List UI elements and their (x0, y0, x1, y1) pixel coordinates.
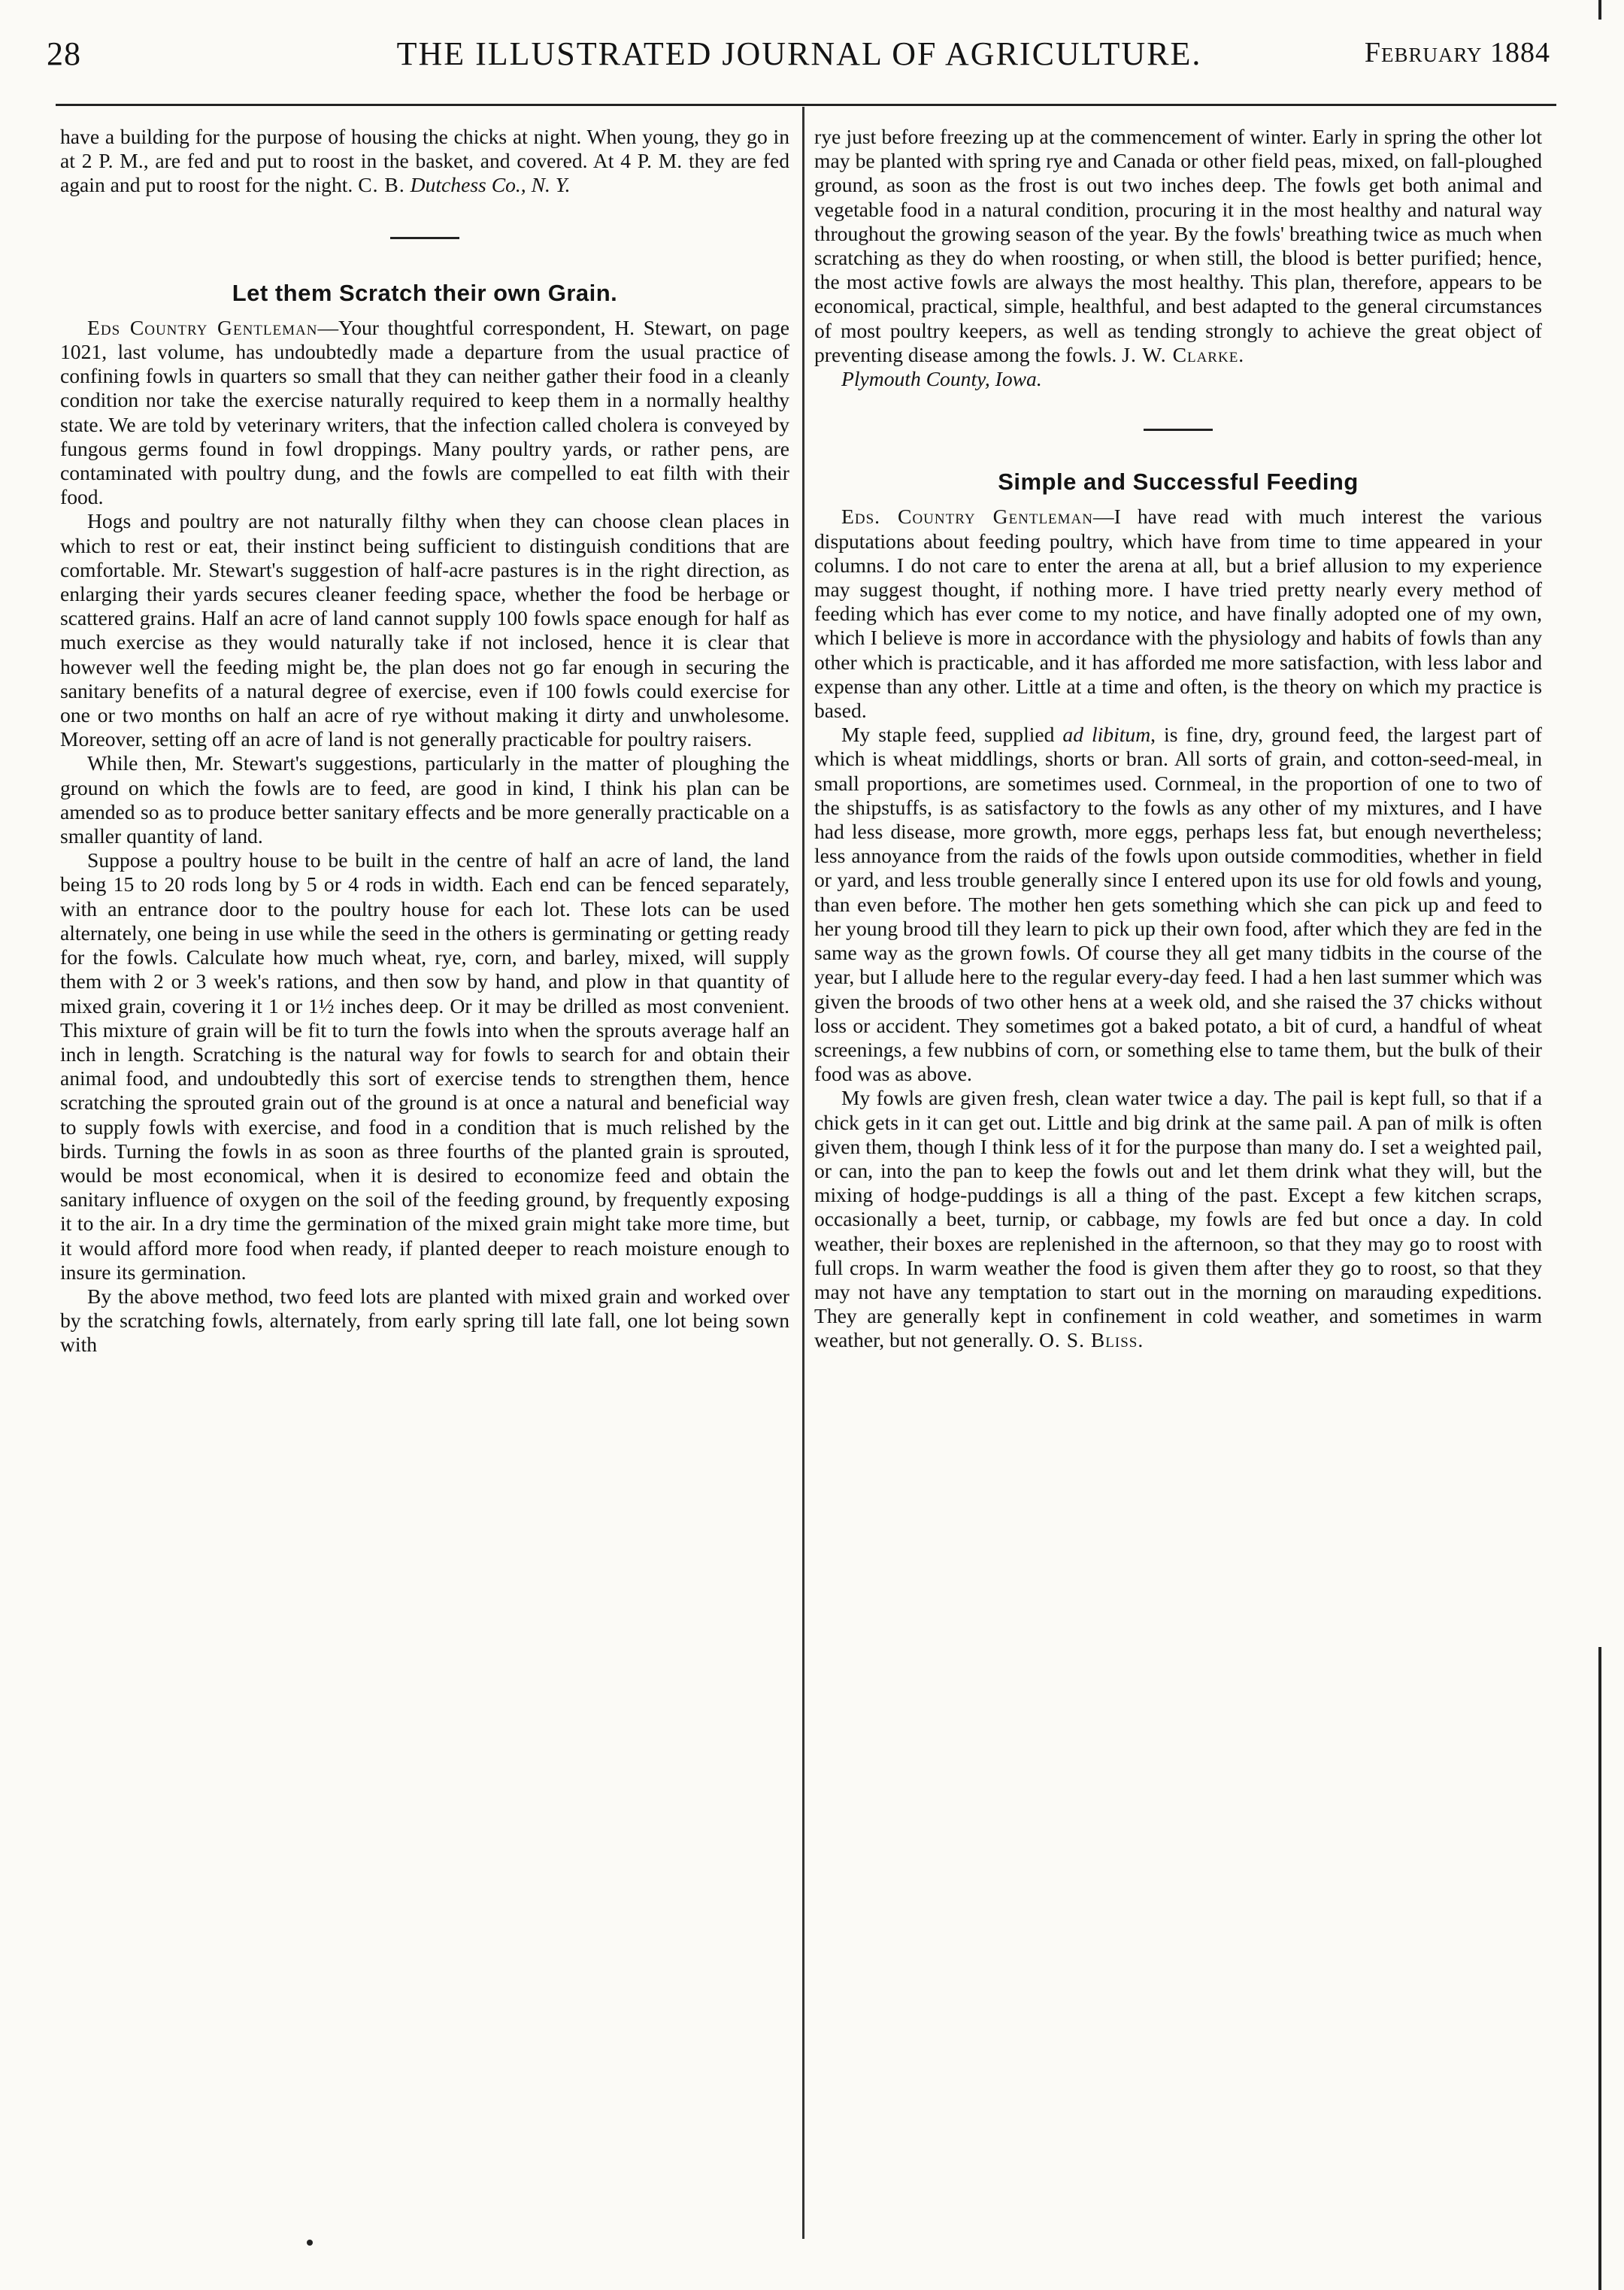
article-paragraph (814, 723, 1542, 1086)
addressee: Eds Country Gentleman (87, 315, 318, 339)
running-header (44, 30, 1555, 89)
paragraph-text: My fowls are given fresh, clean water twice a day. The pail is kept full, so that if a chick gets in it can get out. Little and big drink at the same pail. A pan of milk is often given them, though I think less of it for the purpose than many do. I set a weighted pail, or can, into the pan to keep the fowls out and let them drink what they will, but the mixing of hodge-puddings is all a thing of the past. Except a few kitchen scraps, occasionally a beet, turnip, or cabbage, my fowls are fed but once a day. In cold weather, their boxes are replenished in the afternoon, so that they may go to roost with full crops. In warm weather the food is given them after they go to roost, so that they may not have any temptation to start out in the morning on marauding expeditions. They are generally kept in confinement in cold weather, and sometimes in warm weather, but not generally. (814, 1086, 1542, 1352)
edge-mark (1598, 1647, 1601, 2290)
dateline-place: Plymouth County, Iowa. (841, 367, 1042, 391)
article-paragraph (814, 505, 1542, 723)
paragraph-text: , is fine, dry, ground feed, the largest part of which is wheat middlings, shorts or bran. All sorts of grain, and cotton-seed-meal, in small proportions, are sometimes used. Cornmeal, in the proportion of one to two of the shipstuffs, is as satisfactory to the fowls as any other of my mixtures, and I have had less disease, more growth, more eggs, perhaps less fat, but enough nevertheless; less annoyance from the raids of the fowls upon outside commodities, whether in field or yard, and less trouble generally since I entered upon its use for old fowls and young, than even before. The mother hen gets something which she can pick up and feed to her young brood till they learn to pick up their own food, after which they are fed in the same way as the grown fowls. Of course they all get many tidbits in the course of the year, but I allude here to the regular every-day feed. I had a hen last summer which was given the broods of two other hens at a week old, and she raised the 37 chicks without loss or accident. They sometimes got a baked potato, a bit of curd, a handful of wheat screenings, a few nubbins of corn, or something else to tame them, but the bulk of their food was as above. (814, 723, 1542, 1086)
article-paragraph (814, 125, 1542, 367)
page-dot (307, 2240, 313, 2246)
paragraph-text: My staple feed, supplied (841, 723, 1063, 747)
dateline (814, 367, 1542, 391)
paragraph-text: have a building for the purpose of housing the chicks at night. When young, they go in at 2 P. M., are fed and put to roost in the basket, and covered. At 4 P. M. they are fed again and put to roost for the night. (60, 125, 789, 197)
column-divider (802, 107, 804, 2239)
signature: O. S. Bliss. (1039, 1328, 1144, 1352)
article-paragraph: Suppose a poultry house to be built in the centre of half an acre of land, the land being 15 to 20 rods long by 5 or 4 rods in width. Each end can be fenced separately, with an entrance door to the poultry house for each lot. These lots can be used alternately, one being in use while the seed in the others is germinating or getting ready for the fowls. Calculate how much wheat, rye, corn, and barley, mixed, will supply them with 2 or 3 week's rations, and then sow by hand, and plow in that quantity of mixed grain, covering it 1 or 1½ inches deep. Or it may be drilled as most convenient. This mixture of grain will be fit to turn the fowls into when the sprouts average half an inch in length. Scratching is the natural way for fowls to search for and obtain their animal food, and undoubtedly this sort of exercise tends to strengthen them, hence scratching the sprouted grain out of the ground is at once a natural and beneficial way to supply fowls with exercise, and food in a condition that is much relished by the birds. Turning the fowls in as soon as three fourths of the planted grain is sprouted, would be most economical, when it is desired to economize feed and obtain the sanitary influence of oxygen on the soil of the feeding ground, by frequently exposing it to the air. In a dry time the germination of the mixed grain might take more time, but it would afford more food when ready, if planted deeper to reach moisture enough to insure its germination. (60, 848, 789, 1284)
journal-title: THE ILLUSTRATED JOURNAL OF AGRICULTURE. (396, 35, 1202, 72)
article-paragraph: By the above method, two feed lots are planted with mixed grain and worked over by the scratching fowls, alternately, from early spring till late fall, one lot being sown with (60, 1284, 789, 1357)
edge-mark (1598, 0, 1601, 20)
article-paragraph (60, 316, 789, 510)
latin-phrase: ad libitum (1062, 723, 1151, 747)
issue-date: February 1884 (1364, 37, 1550, 68)
left-column (60, 125, 789, 1357)
article-paragraph (814, 1086, 1542, 1352)
paragraph-text: rye just before freezing up at the commencement of winter. Early in spring the other lot may be planted with spring rye and Canada or other field peas, mixed, on fall-ploughed ground, as soon as the frost is out two inches deep. The fowls get both animal and vegetable food in a natural condition, procuring it in the most healthy and natural way throughout the growing season of the year. By the fowls' breathing twice as much when scratching as they do when roosting, or when still, the blood is better purified; hence, the most active fowls are always the most healthy. This plan, therefore, appears to be economical, practical, simple, healthful, and best adapted to the general circumstances of most poultry keepers, as well as tending strongly to achieve the great object of preventing disease among the fowls. (814, 125, 1542, 366)
section-rule (390, 237, 459, 239)
paragraph-text: —I have read with much interest the various disputations about feeding poultry, which have from time to time appeared in your columns. I do not care to enter the arena at all, but a brief allusion to my experience may suggest thought, if nothing more. I have tried pretty nearly every method of feeding which has ever come to my notice, and have finally adopted one of my own, which I believe is more in accordance with the physiology and habits of fowls than any other which is practicable, and it has afforded me more satisfaction, with less labor and expense than any other. Little at a time and often, is the theory on which my practice is based. (814, 505, 1542, 723)
right-column (814, 125, 1542, 1353)
dateline-place: Dutchess Co., N. Y. (410, 173, 571, 197)
section-rule (1144, 429, 1213, 431)
signature: C. B. (358, 173, 405, 197)
page-number: 28 (47, 35, 81, 72)
signature: J. W. Clarke. (1122, 342, 1245, 366)
article-paragraph (60, 125, 789, 198)
article-heading: Let them Scratch their own Grain. (232, 279, 618, 306)
article-paragraph: While then, Mr. Stewart's suggestions, particularly in the matter of ploughing the ground on which the fowls are to feed, are good in kind, I think his plan can be amended so as to produce better sanitary effects and be more generally practicable on a smaller quantity of land. (60, 751, 789, 848)
article-paragraph: Hogs and poultry are not naturally filthy when they can choose clean places in which to rest or eat, their instinct being sufficient to distinguish conditions that are comfortable. Mr. Stewart's suggestion of half-acre pastures is in the right direction, as enlarging their yards secures cleaner feeding space, whether the food be herbage or scattered grains. Half an acre of land cannot supply 100 fowls space enough for half as much exercise as they would naturally take if not inclosed, hence it is clear that however well the feeding might be, the plan does not go far enough in securing the sanitary benefits of a natural degree of exercise, even if 100 fowls could exercise for one or two months on half an acre of rye without making it dirty and unwholesome. Moreover, setting off an acre of land is not generally practicable for poultry raisers. (60, 509, 789, 751)
paragraph-text: —Your thoughtful correspondent, H. Stewart, on page 1021, last volume, has undoubtedly made a departure from the usual practice of confining fowls in quarters so small that they can neither gather their food in a cleanly condition nor take the exercise naturally required to keep them in a normally healthy state. We are told by veterinary writers, that the infection called cholera is conveyed by fungous germs found in fowl droppings. Many poultry yards, or rather pens, are contaminated with poultry dung, and the fowls are compelled to eat filth with their food. (60, 315, 789, 509)
header-rule (56, 104, 1556, 106)
article-heading: Simple and Successful Feeding (998, 469, 1359, 496)
addressee: Eds. Country Gentleman (841, 505, 1094, 529)
